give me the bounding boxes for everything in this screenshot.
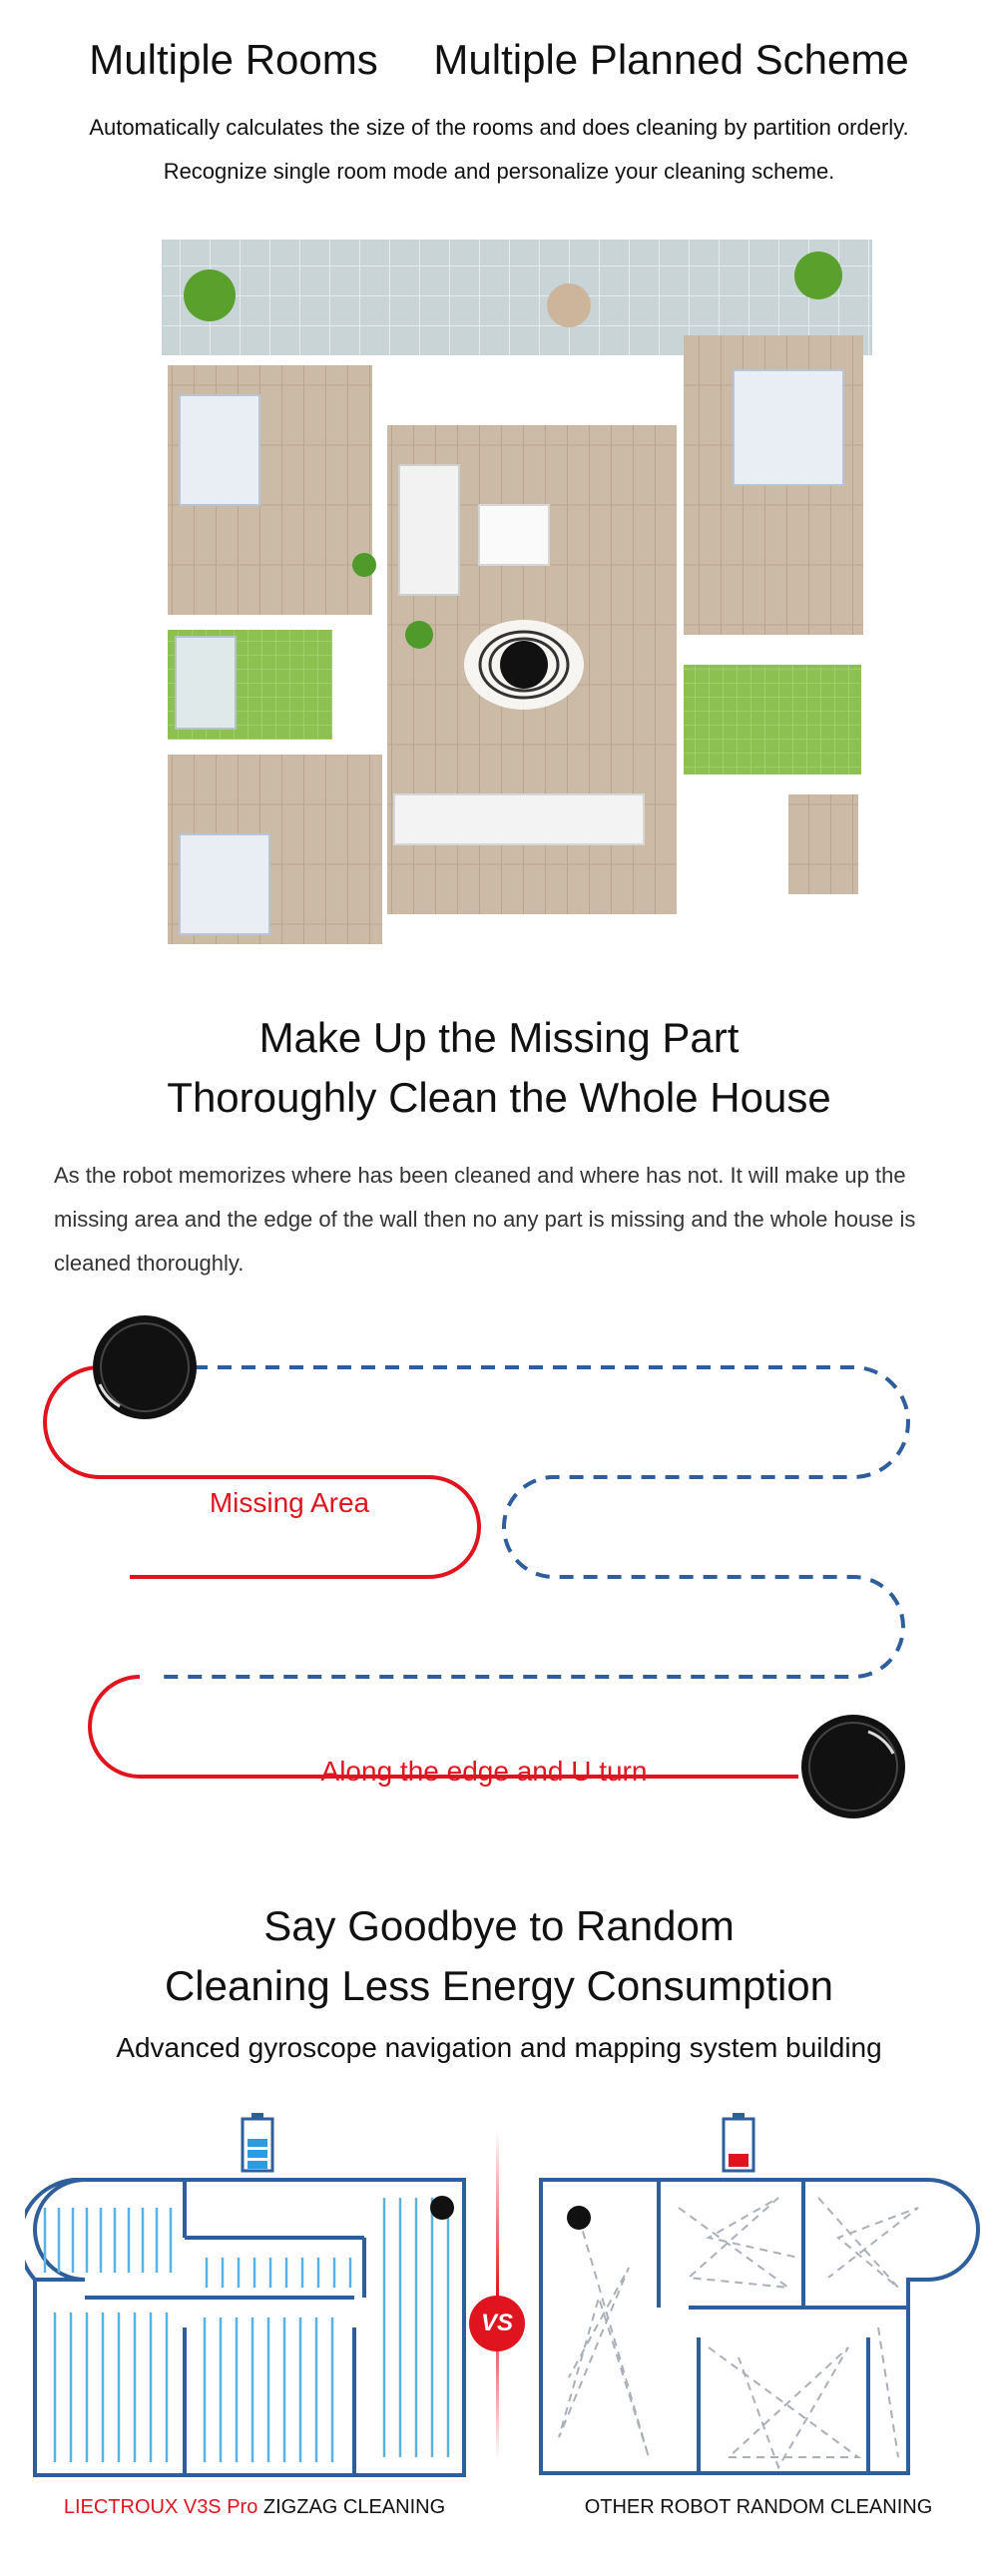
right-bathroom [684,665,861,774]
zigzag-caption: ZIGZAG CLEANING [257,2496,446,2518]
robot-icon-start [93,1315,197,1419]
section2-paragraph: As the robot memorizes where has been cleaned and where has not. It will make up the missing area and the edge of the wall then no any part is missing and the whole house is cleaned thoroughly. [54,1163,916,1276]
section3-title-line1: Say Goodbye to Random [263,1902,735,1949]
section1-title [0,36,998,84]
section2-title-line2: Thoroughly Clean the Whole House [167,1074,831,1121]
covered-path [160,1367,908,1677]
path-diagram [0,1302,998,1821]
section3-subtitle: Advanced gyroscope navigation and mapping system building [116,2032,882,2063]
title-multiple-schemes: Multiple Planned Scheme [433,36,909,83]
floor-plan-illustration [150,236,883,960]
right-caption: OTHER ROBOT RANDOM CLEANING [584,2496,933,2518]
battery-full-icon [240,2111,275,2175]
random-cleaning-map [539,2178,983,2477]
robot-icon-end [801,1715,905,1818]
robot-icon-left-map [430,2196,454,2220]
plant-icon [794,252,842,299]
title-multiple-rooms: Multiple Rooms [89,36,378,83]
edge-label: Along the edge and U turn [320,1756,648,1787]
section1-line2: Recognize single room mode and personalize your cleaning scheme. [163,159,835,184]
brand-name: LIECTROUX V3S Pro [63,2496,258,2518]
plant-icon [184,269,236,321]
left-caption [30,2496,479,2519]
section1-line1: Automatically calculates the size of the rooms and does cleaning by partition orderly. [89,115,909,140]
battery-low-icon [721,2111,756,2175]
section2-title-line1: Make Up the Missing Part [258,1014,740,1061]
vs-badge: VS [469,2296,525,2351]
missing-area-label: Missing Area [209,1487,370,1518]
robot-icon-right-map [567,2206,591,2230]
robot-on-floor-plan [464,620,584,710]
zigzag-cleaning-map [25,2178,479,2477]
section3-title-line2: Cleaning Less Energy Consumption [164,1962,834,2009]
